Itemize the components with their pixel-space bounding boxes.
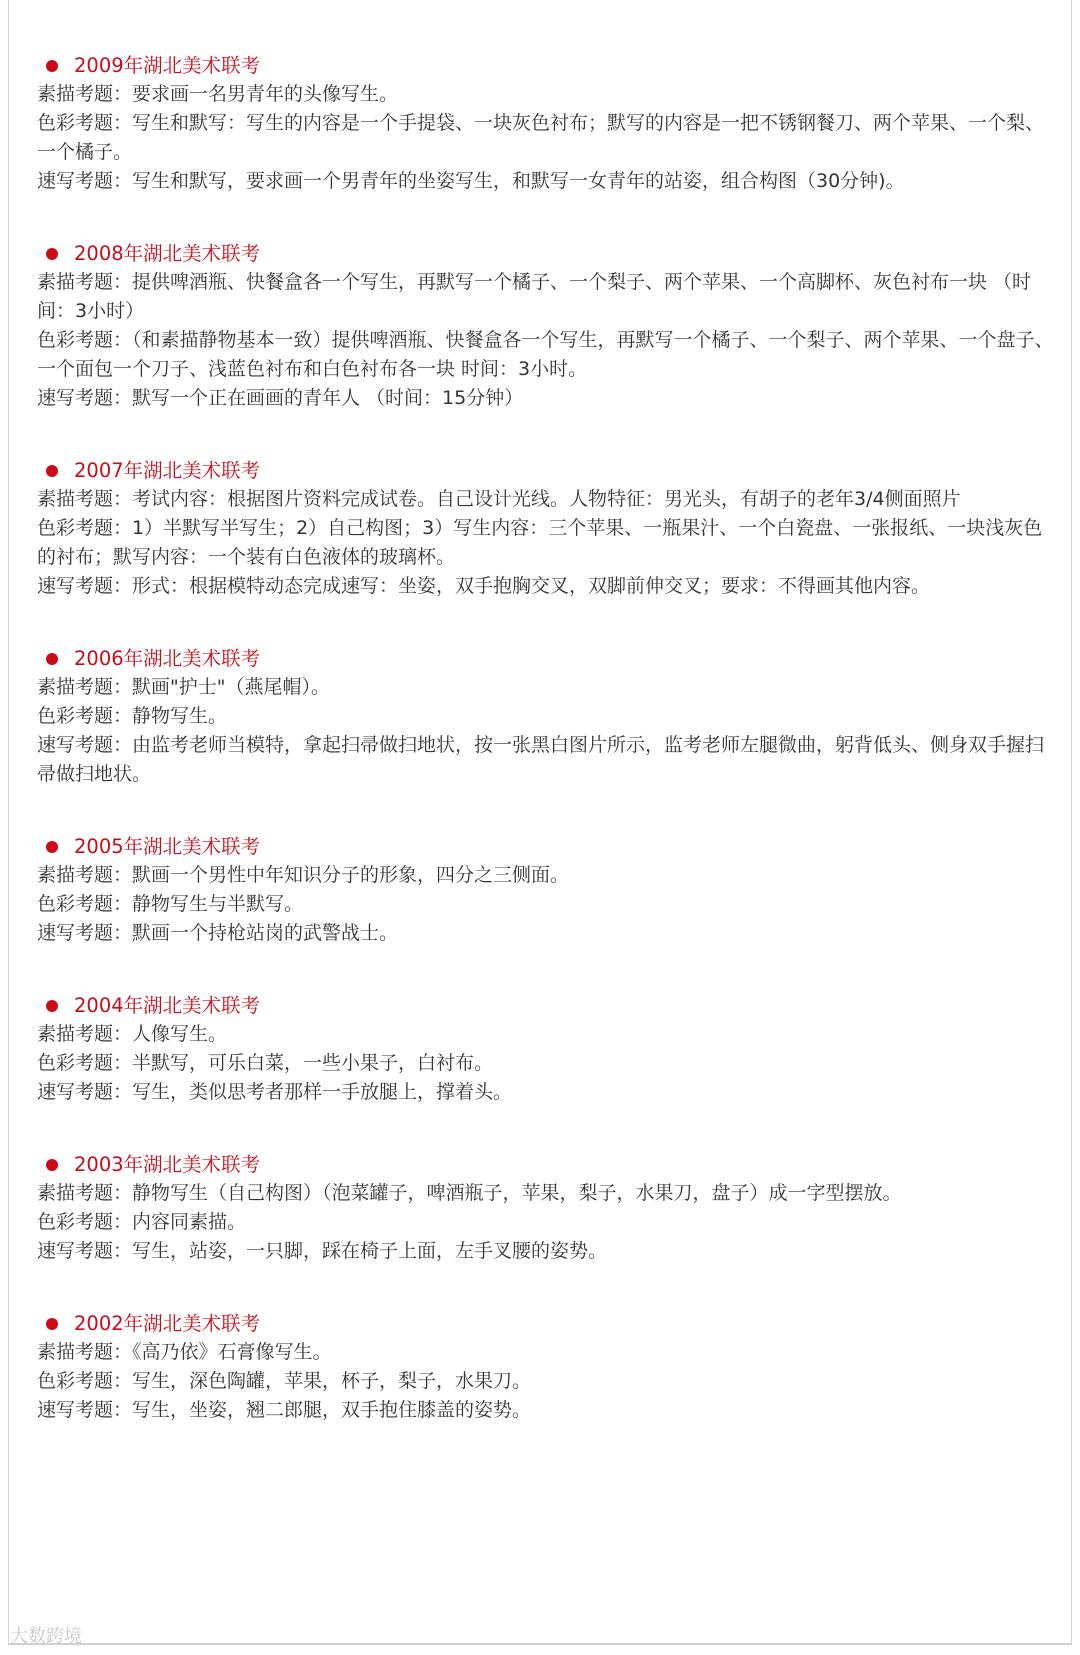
quick-sketch-topic: 速写考题：写生，站姿，一只脚，踩在椅子上面，左手叉腰的姿势。 [37,1240,608,1262]
quick-sketch-topic: 速写考题：形式：根据模特动态完成速写：坐姿，双手抱胸交叉，双脚前伸交叉；要求：不得画其他内容。 [37,575,931,597]
quick-sketch-topic: 速写考题：写生，类似思考者那样一手放腿上，撑着头。 [37,1081,513,1103]
quick-sketch-topic: 速写考题：写生，坐姿，翘二郎腿，双手抱住膝盖的姿势。 [37,1399,532,1421]
red-bullet-icon [46,60,58,72]
section-title: 2008年湖北美术联考 [74,242,261,265]
section-heading [37,991,1057,1020]
sketch-topic: 素描考题：人像写生。 [37,1023,228,1045]
red-bullet-icon [46,248,58,260]
section-heading [37,832,1057,861]
sketch-topic: 素描考题：默画一个男性中年知识分子的形象，四分之三侧面。 [37,864,570,886]
exam-section-2005 [37,832,1057,948]
section-title: 2003年湖北美术联考 [74,1153,261,1176]
section-title: 2007年湖北美术联考 [74,459,261,482]
red-bullet-icon [46,653,58,665]
section-title: 2009年湖北美术联考 [74,54,261,77]
color-topic: 色彩考题：写生，深色陶罐，苹果，杯子，梨子，水果刀。 [37,1370,532,1392]
section-title: 2004年湖北美术联考 [74,994,261,1017]
section-title: 2006年湖北美术联考 [74,647,261,670]
exam-section-2009 [37,51,1057,196]
color-topic: 色彩考题：内容同素描。 [37,1211,247,1233]
color-topic: 色彩考题：静物写生。 [37,705,228,727]
quick-sketch-topic: 速写考题：由监考老师当模特，拿起扫帚做扫地状，按一张黑白图片所示，监考老师左腿微曲，躬背低头、侧身双手握扫帚做扫地状。 [37,734,1045,785]
section-title: 2005年湖北美术联考 [74,835,261,858]
section-heading [37,456,1057,485]
exam-section-2002 [37,1309,1057,1425]
sketch-topic: 素描考题：提供啤酒瓶、快餐盒各一个写生，再默写一个橘子、一个梨子、两个苹果、一个高脚杯、灰色衬布一块 （时间：3小时） [37,271,1032,322]
section-heading [37,51,1057,80]
watermark-logo: 大数跨境 [10,1626,82,1647]
section-heading [37,1150,1057,1179]
exam-section-2006 [37,644,1057,789]
red-bullet-icon [46,1318,58,1330]
color-topic: 色彩考题：写生和默写：写生的内容是一个手提袋、一块灰色衬布；默写的内容是一把不锈钢餐刀、两个苹果、一个梨、一个橘子。 [37,112,1045,163]
section-title: 2002年湖北美术联考 [74,1312,261,1335]
exam-section-2003 [37,1150,1057,1266]
color-topic: 色彩考题：（和素描静物基本一致）提供啤酒瓶、快餐盒各一个写生，再默写一个橘子、一个梨子、两个苹果、一个盘子、一个面包一个刀子、浅蓝色衬布和白色衬布各一块 时间：3小时。 [37,329,1054,380]
color-topic: 色彩考题：1）半默写半写生；2）自己构图；3）写生内容：三个苹果、一瓶果汁、一个白瓷盘、一张报纸、一块浅灰色的衬布；默写内容：一个装有白色液体的玻璃杯。 [37,517,1043,568]
color-topic: 色彩考题：静物写生与半默写。 [37,893,304,915]
exam-section-2007 [37,456,1057,601]
section-heading [37,1309,1057,1338]
sketch-topic: 素描考题：静物写生（自己构图）（泡菜罐子，啤酒瓶子，苹果，梨子，水果刀，盘子）成一字型摆放。 [37,1182,902,1204]
red-bullet-icon [46,1000,58,1012]
section-heading [37,644,1057,673]
red-bullet-icon [46,465,58,477]
sketch-topic: 素描考题：要求画一名男青年的头像写生。 [37,83,399,105]
color-topic: 色彩考题：半默写，可乐白菜，一些小果子，白衬布。 [37,1052,494,1074]
sketch-topic: 素描考题：《高乃依》石膏像写生。 [37,1341,332,1363]
quick-sketch-topic: 速写考题：写生和默写，要求画一个男青年的坐姿写生，和默写一女青年的站姿，组合构图（30分钟)。 [37,170,905,192]
section-heading [37,239,1057,268]
red-bullet-icon [46,1159,58,1171]
quick-sketch-topic: 速写考题：默画一个持枪站岗的武警战士。 [37,922,399,944]
exam-section-2008 [37,239,1057,413]
quick-sketch-topic: 速写考题：默写一个正在画画的青年人 （时间：15分钟） [37,387,524,409]
sketch-topic: 素描考题：默画"护士"（燕尾帽）。 [37,676,330,698]
red-bullet-icon [46,841,58,853]
exam-section-2004 [37,991,1057,1107]
sketch-topic: 素描考题：考试内容：根据图片资料完成试卷。自己设计光线。人物特征：男光头，有胡子的老年3/4侧面照片 [37,488,961,510]
article-content [37,51,1057,1425]
